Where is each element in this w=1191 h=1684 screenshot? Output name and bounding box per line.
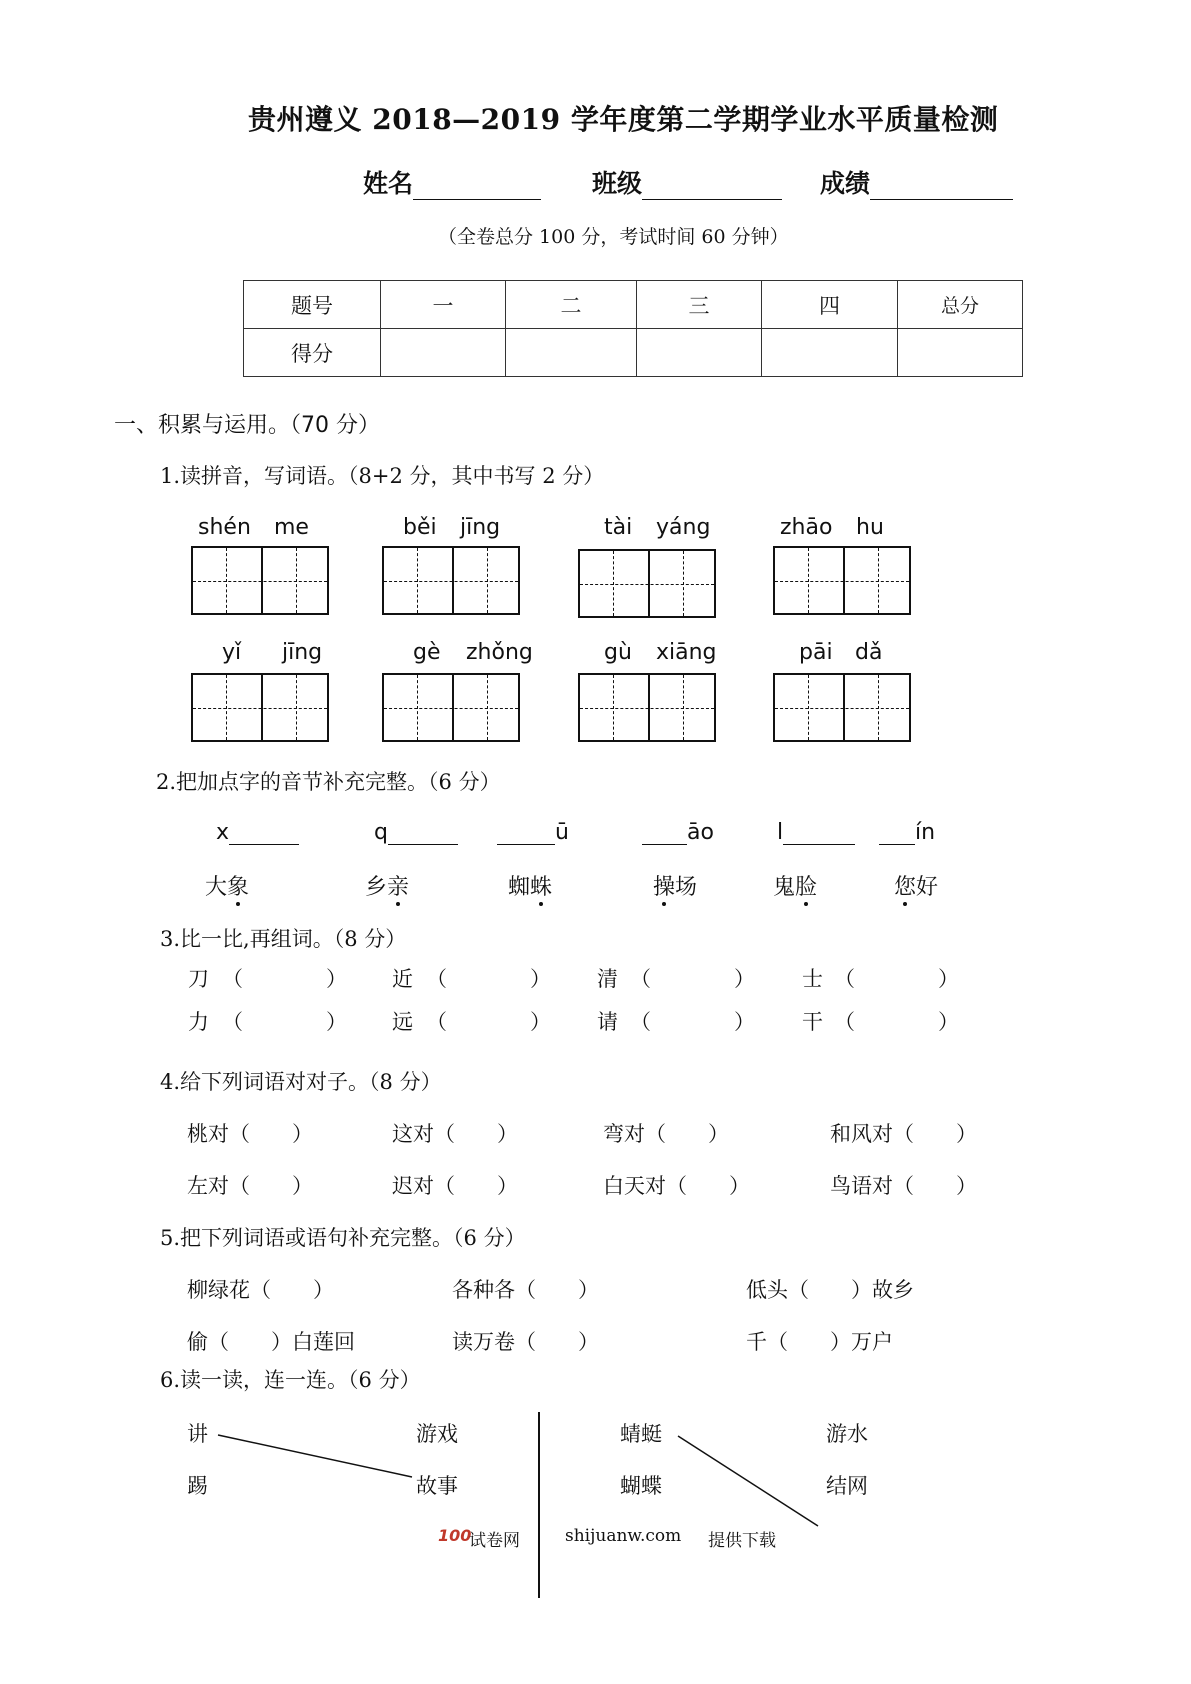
- paren-close: ）: [326, 1010, 347, 1034]
- table-cell: 一: [381, 281, 506, 329]
- dotted-word: 操场: [653, 875, 698, 900]
- pinyin: shén: [198, 515, 251, 540]
- site-url: shijuanw.com: [565, 1526, 682, 1546]
- paren-open: （: [834, 967, 855, 991]
- table-cell: 二: [506, 281, 637, 329]
- fill-item: 各种各（ ）: [452, 1278, 599, 1302]
- question-5: 5.把下列词语或语句补充完整。（6 分）: [160, 1226, 526, 1250]
- paren-open: （: [222, 967, 243, 991]
- syllable: ín: [915, 820, 936, 845]
- paren-close: ）: [734, 1010, 755, 1034]
- match-word[interactable]: 游水: [826, 1422, 868, 1446]
- couplet-item: 弯对（ ）: [603, 1122, 729, 1146]
- class-label: 班级: [592, 169, 643, 198]
- syllable: l: [777, 820, 784, 845]
- compare-char: 近: [392, 967, 413, 991]
- pinyin: yáng: [656, 515, 711, 540]
- syllable: āo: [687, 820, 714, 845]
- paren-close: ）: [938, 967, 959, 991]
- paren-open: （: [834, 1010, 855, 1034]
- couplet-item: 这对（ ）: [392, 1122, 518, 1146]
- exam-note: （全卷总分 100 分，考试时间 60 分钟）: [438, 226, 789, 248]
- dotted-word: 蜘蛛: [508, 875, 553, 900]
- pinyin: hu: [856, 515, 884, 540]
- match-word[interactable]: 讲: [187, 1422, 208, 1446]
- dotted-word: 鬼脸: [773, 875, 818, 900]
- pinyin: xiāng: [656, 640, 717, 665]
- table-cell: 四: [762, 281, 898, 329]
- pinyin: pāi: [799, 640, 833, 665]
- pinyin: tài: [604, 515, 633, 540]
- pinyin: běi: [403, 515, 437, 540]
- compare-char: 士: [802, 967, 823, 991]
- match-line: [678, 1436, 818, 1526]
- couplet-item: 桃对（ ）: [187, 1122, 313, 1146]
- match-word[interactable]: 蜻蜓: [620, 1422, 662, 1446]
- section-heading: 一、积累与运用。（70 分）: [114, 413, 380, 438]
- fill-item: 低头（ ）故乡: [746, 1278, 914, 1302]
- exam-title: 贵州遵义 2018—2019 学年度第二学期学业水平质量检测: [248, 103, 999, 136]
- match-word[interactable]: 结网: [826, 1474, 868, 1498]
- compare-char: 刀: [188, 967, 209, 991]
- compare-char: 请: [597, 1010, 618, 1034]
- paren-close: ）: [326, 967, 347, 991]
- paren-close: ）: [734, 967, 755, 991]
- table-cell: 总分: [898, 281, 1023, 329]
- paren-close: ）: [530, 1010, 551, 1034]
- fill-item: 千（ ）万户: [746, 1330, 893, 1354]
- table-cell: 三: [637, 281, 762, 329]
- download-note: 提供下载: [708, 1531, 776, 1551]
- couplet-item: 和风对（ ）: [830, 1122, 977, 1146]
- pinyin: jīng: [460, 515, 501, 540]
- paren-close: ）: [530, 967, 551, 991]
- compare-char: 清: [597, 967, 618, 991]
- pinyin: jīng: [282, 640, 323, 665]
- compare-char: 远: [392, 1010, 413, 1034]
- question-6: 6.读一读，连一连。（6 分）: [160, 1368, 421, 1392]
- fill-item: 柳绿花（ ）: [187, 1278, 334, 1302]
- question-3: 3.比一比,再组词。（8 分）: [160, 927, 407, 951]
- fill-item: 读万卷（ ）: [452, 1330, 599, 1354]
- compare-char: 力: [188, 1010, 209, 1034]
- pinyin: gè: [413, 640, 441, 665]
- table-cell: 题号: [244, 281, 381, 329]
- paren-open: （: [426, 967, 447, 991]
- pinyin: zhāo: [780, 515, 833, 540]
- pinyin: zhǒng: [466, 640, 533, 665]
- pinyin: gù: [604, 640, 632, 665]
- fill-item: 偷（ ）白莲回: [187, 1330, 355, 1354]
- syllable: x: [216, 820, 230, 845]
- couplet-item: 迟对（ ）: [392, 1174, 518, 1198]
- couplet-item: 左对（ ）: [187, 1174, 313, 1198]
- paren-close: ）: [938, 1010, 959, 1034]
- couplet-item: 鸟语对（ ）: [830, 1174, 977, 1198]
- compare-char: 干: [802, 1010, 823, 1034]
- match-word[interactable]: 游戏: [416, 1422, 458, 1446]
- match-word[interactable]: 故事: [416, 1474, 458, 1498]
- site-logo: 100: [438, 1526, 472, 1545]
- pinyin: yǐ: [222, 640, 242, 665]
- couplet-item: 白天对（ ）: [603, 1174, 750, 1198]
- match-line: [218, 1435, 412, 1477]
- syllable: q: [374, 820, 388, 845]
- match-word[interactable]: 踢: [187, 1474, 208, 1498]
- table-cell: 得分: [244, 329, 381, 377]
- name-label: 姓名: [363, 169, 414, 198]
- paren-open: （: [426, 1010, 447, 1034]
- question-2: 2.把加点字的音节补充完整。（6 分）: [156, 770, 501, 794]
- paren-open: （: [222, 1010, 243, 1034]
- dotted-word: 大象: [205, 875, 250, 900]
- paren-open: （: [630, 1010, 651, 1034]
- question-4: 4.给下列词语对对子。（8 分）: [160, 1070, 442, 1094]
- dotted-word: 您好: [894, 875, 939, 900]
- pinyin: me: [274, 515, 309, 540]
- dotted-word: 乡亲: [365, 875, 410, 900]
- syllable: ū: [555, 820, 569, 845]
- match-word[interactable]: 蝴蝶: [620, 1474, 662, 1498]
- pinyin: dǎ: [855, 640, 883, 665]
- question-1: 1.读拼音，写词语。（8+2 分，其中书写 2 分）: [160, 464, 605, 488]
- paren-open: （: [630, 967, 651, 991]
- site-name: 试卷网: [469, 1531, 520, 1551]
- score-label: 成绩: [820, 169, 871, 198]
